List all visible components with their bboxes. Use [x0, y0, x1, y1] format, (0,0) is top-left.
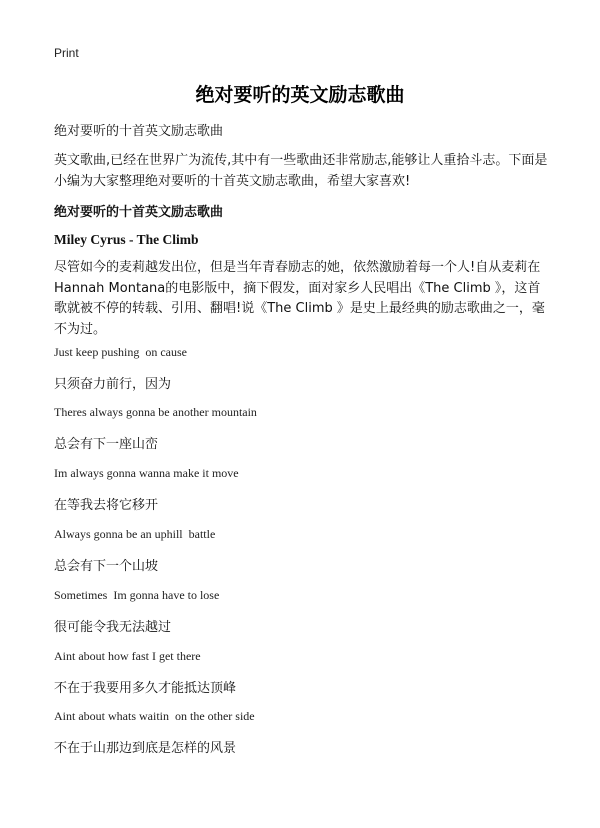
lyric-chinese-line: 不在于我要用多久才能抵达顶峰: [54, 681, 237, 696]
lyric-english-line: Aint about whats waitin on the other side: [54, 709, 255, 723]
song-heading: Miley Cyrus - The Climb: [54, 232, 199, 247]
intro-paragraph: 英文歌曲,已经在世界广为流传,其中有一些歌曲还非常励志,能够让人重拾斗志。下面是小编为大家整理绝对要听的十首英文励志歌曲，希望大家喜欢!: [54, 153, 548, 189]
print-link[interactable]: Print: [54, 46, 79, 60]
lyric-chinese-line: 不在于山那边到底是怎样的风景: [54, 741, 237, 756]
article-subtitle: 绝对要听的十首英文励志歌曲: [54, 124, 224, 139]
lyric-chinese-line: 总会有下一个山坡: [54, 559, 159, 574]
page-title: 绝对要听的英文励志歌曲: [195, 84, 405, 106]
lyric-english-line: Aint about how fast I get there: [54, 649, 201, 663]
lyric-chinese-line: 只须奋力前行，因为: [54, 377, 172, 392]
lyric-english-line: Always gonna be an uphill battle: [54, 527, 216, 541]
lyric-english-line: Sometimes Im gonna have to lose: [54, 588, 220, 602]
lyric-english-line: Just keep pushing on cause: [54, 345, 187, 359]
section-heading: 绝对要听的十首英文励志歌曲: [54, 205, 224, 220]
song-description: 尽管如今的麦莉越发出位，但是当年青春励志的她，依然激励着每一个人!自从麦莉在Hannah Montana的电影版中，摘下假发，面对家乡人民唱出《The Climb 》，这首歌就被不停的转载、引用、翻唱!说《The Climb 》是史上最经典的励志歌曲之一，毫不为过。: [54, 260, 545, 337]
lyric-chinese-line: 总会有下一座山峦: [54, 437, 159, 452]
lyric-english-line: Im always gonna wanna make it move: [54, 466, 239, 480]
lyric-english-line: Theres always gonna be another mountain: [54, 405, 257, 419]
lyric-chinese-line: 很可能令我无法越过: [54, 620, 172, 635]
lyric-chinese-line: 在等我去将它移开: [54, 498, 159, 513]
